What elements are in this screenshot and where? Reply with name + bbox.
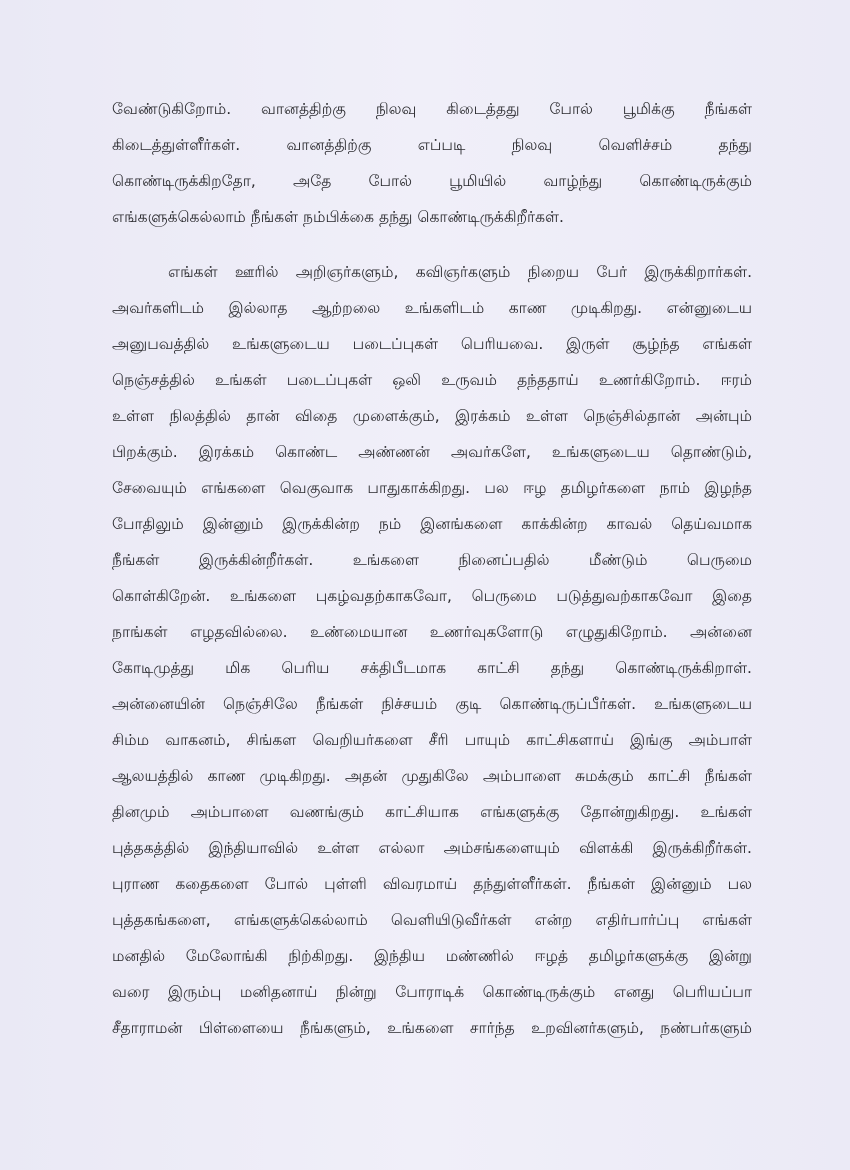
text-line: சிம்ம வாகனம், சிங்கள வெறியர்களை சீரி பாயும் காட்சிகளாய் இங்கு அம்பாள் — [112, 731, 752, 749]
text-line: அனுபவத்தில் உங்களுடைய படைப்புகள் பெரியவை. இருள் சூழ்ந்த எங்கள் — [112, 335, 752, 353]
text-line: புராண கதைகளை போல் புள்ளி விவரமாய் தந்துள்ளீர்கள். நீங்கள் இன்னும் பல — [112, 875, 752, 893]
text-line: அன்னையின் நெஞ்சிலே நீங்கள் நிச்சயம் குடி கொண்டிருப்பீர்கள். உங்களுடைய — [112, 695, 752, 713]
text-line: கொள்கிறேன். உங்களை புகழ்வதற்காகவோ, பெருமை படுத்துவற்காகவோ இதை — [112, 587, 752, 605]
text-line: புத்தகத்தில் இந்தியாவில் உள்ள எல்லா அம்சங்களையும் விளக்கி இருக்கிறீர்கள். — [112, 839, 752, 857]
text-line: நாங்கள் எழதவில்லை. உண்மையான உணர்வுகளோடு எழுதுகிறோம். அன்னை — [112, 623, 752, 641]
text-line: புத்தகங்களை, எங்களுக்கெல்லாம் வெளியிடுவீர்கள் என்ற எதிர்பார்ப்பு எங்கள் — [112, 911, 752, 929]
text-line: சீதாராமன் பிள்ளையை நீங்களும், உங்களை சார்ந்த உறவினர்களும், நண்பர்களும் — [112, 1019, 752, 1037]
text-line: அவர்களிடம் இல்லாத ஆற்றலை உங்களிடம் காண முடிகிறது. என்னுடைய — [112, 299, 752, 317]
text-line: ஆலயத்தில் காண முடிகிறது. அதன் முதுகிலே அம்பாளை சுமக்கும் காட்சி நீங்கள் — [112, 767, 752, 785]
text-line: கோடிமுத்து மிக பெரிய சக்திபீடமாக காட்சி தந்து கொண்டிருக்கிறாள். — [112, 659, 752, 677]
text-line: தினமும் அம்பாளை வணங்கும் காட்சியாக எங்களுக்கு தோன்றுகிறது. உங்கள் — [112, 803, 752, 821]
text-line: வரை இரும்பு மனிதனாய் நின்று போராடிக் கொண்டிருக்கும் எனது பெரியப்பா — [112, 983, 752, 1001]
paragraph-1 — [112, 91, 752, 235]
text-line: எங்கள் ஊரில் அறிஞர்களும், கவிஞர்களும் நிறைய பேர் இருக்கிறார்கள். — [168, 263, 752, 281]
paragraph-2 — [112, 254, 752, 1046]
text-line: நீங்கள் இருக்கின்றீர்கள். உங்களை நினைப்பதில் மீண்டும் பெருமை — [112, 551, 752, 569]
text-line: நெஞ்சத்தில் உங்கள் படைப்புகள் ஒலி உருவம் தந்ததாய் உணர்கிறோம். ஈரம் — [112, 371, 752, 389]
text-line: உள்ள நிலத்தில் தான் விதை முளைக்கும், இரக்கம் உள்ள நெஞ்சில்தான் அன்பும் — [112, 407, 752, 425]
text-line: எங்களுக்கெல்லாம் நீங்கள் நம்பிக்கை தந்து கொண்டிருக்கிறீர்கள். — [112, 208, 564, 226]
text-line: பிறக்கும். இரக்கம் கொண்ட அண்ணன் அவர்களே, உங்களுடைய தொண்டும், — [112, 443, 752, 461]
text-line: கொண்டிருக்கிறதோ, அதே போல் பூமியில் வாழ்ந்து கொண்டிருக்கும் — [112, 172, 752, 190]
text-line: சேவையும் எங்களை வெகுவாக பாதுகாக்கிறது. பல ஈழ தமிழர்களை நாம் இழந்த — [112, 479, 752, 497]
text-line: மனதில் மேலோங்கி நிற்கிறது. இந்திய மண்ணில் ஈழத் தமிழர்களுக்கு இன்று — [112, 947, 752, 965]
text-line: கிடைத்துள்ளீர்கள். வானத்திற்கு எப்படி நிலவு வெளிச்சம் தந்து — [112, 136, 752, 154]
text-line: போதிலும் இன்னும் இருக்கின்ற நம் இனங்களை காக்கின்ற காவல் தெய்வமாக — [112, 515, 752, 533]
text-line: வேண்டுகிறோம். வானத்திற்கு நிலவு கிடைத்தது போல் பூமிக்கு நீங்கள் — [112, 100, 752, 118]
